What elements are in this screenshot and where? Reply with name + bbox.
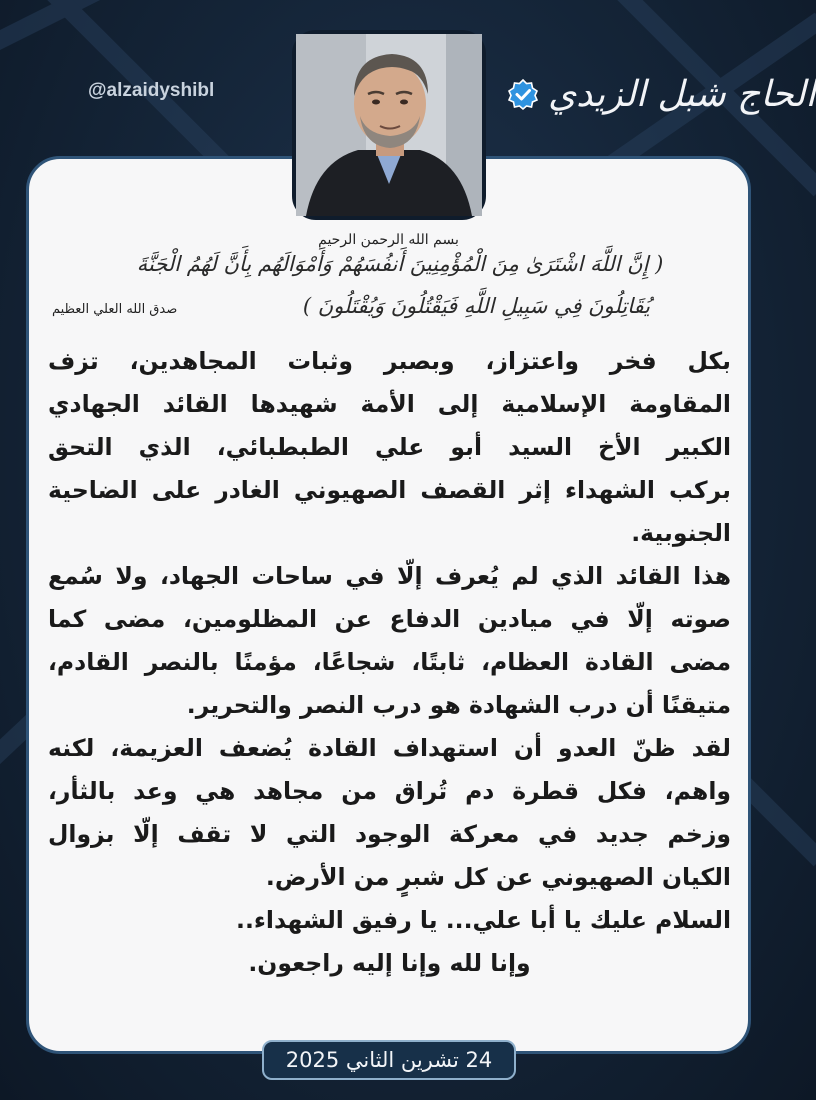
body-line: وإنا لله وإنا إليه راجعون. bbox=[248, 949, 531, 977]
body-line: لقد ظنّ العدو أن استهداف القادة يُضعف العزيمة، لكنه bbox=[48, 734, 731, 762]
body-line: الكيان الصهيوني عن كل شبرٍ من الأرض. bbox=[265, 863, 731, 891]
basmala: بسم الله الرحمن الرحيم bbox=[318, 232, 459, 248]
quran-verse-line-2: يُقَاتِلُونَ فِي سَبِيلِ اللَّهِ فَيَقْتُلُونَ وَيُقْتَلُونَ ) bbox=[302, 294, 650, 318]
statement-body bbox=[48, 340, 731, 985]
calligraphy-signature: الحاج شبل الزيدي bbox=[548, 73, 816, 115]
social-handle: @alzaidyshibl bbox=[88, 80, 215, 101]
body-line: الكبير الأخ السيد أبو علي الطبطبائي، الذي التحق bbox=[48, 433, 731, 461]
body-line: بكل فخر واعتزاز، وبصبر وثبات المجاهدين، تزف bbox=[48, 347, 731, 375]
date-badge: 24 تشرين الثاني 2025 bbox=[262, 1040, 516, 1080]
sadaqa-phrase: صدق الله العلي العظيم bbox=[52, 302, 178, 317]
signature-block bbox=[508, 66, 816, 122]
body-line: وزخم جديد في معركة الوجود التي لا تقف إلّا بزوال bbox=[48, 820, 731, 848]
body-line: بركب الشهداء إثر القصف الصهيوني الغادر على الضاحية bbox=[48, 476, 731, 504]
body-line: واهم، فكل قطرة دم تُراق من مجاهد هي وعد بالثأر، bbox=[48, 777, 731, 805]
body-line: المقاومة الإسلامية إلى الأمة شهيدها القائد الجهادي bbox=[48, 390, 731, 418]
portrait-photo bbox=[292, 30, 486, 220]
quran-verse-line-1: ( إِنَّ اللَّهَ اشْتَرَىٰ مِنَ الْمُؤْمِنِينَ أَنفُسَهُمْ وَأَمْوَالَهُم بِأَنَّ لَهُمُ الْجَنَّةَ bbox=[136, 252, 664, 276]
body-line: هذا القائد الذي لم يُعرف إلّا في ساحات الجهاد، ولا سُمع bbox=[48, 562, 731, 590]
person-portrait-illustration bbox=[296, 34, 482, 216]
body-line: السلام عليك يا أبا علي... يا رفيق الشهداء.. bbox=[236, 906, 731, 934]
body-line: متيقنًا أن درب الشهادة هو درب النصر والتحرير. bbox=[186, 691, 731, 719]
verified-badge-icon bbox=[508, 79, 538, 109]
body-line: صوته إلّا في ميادين الدفاع عن المظلومين، مضى كما bbox=[48, 605, 731, 633]
body-line: الجنوبية. bbox=[631, 519, 731, 547]
body-line: مضى القادة العظام، ثابتًا، شجاعًا، مؤمنًا بالنصر القادم، bbox=[48, 648, 731, 676]
